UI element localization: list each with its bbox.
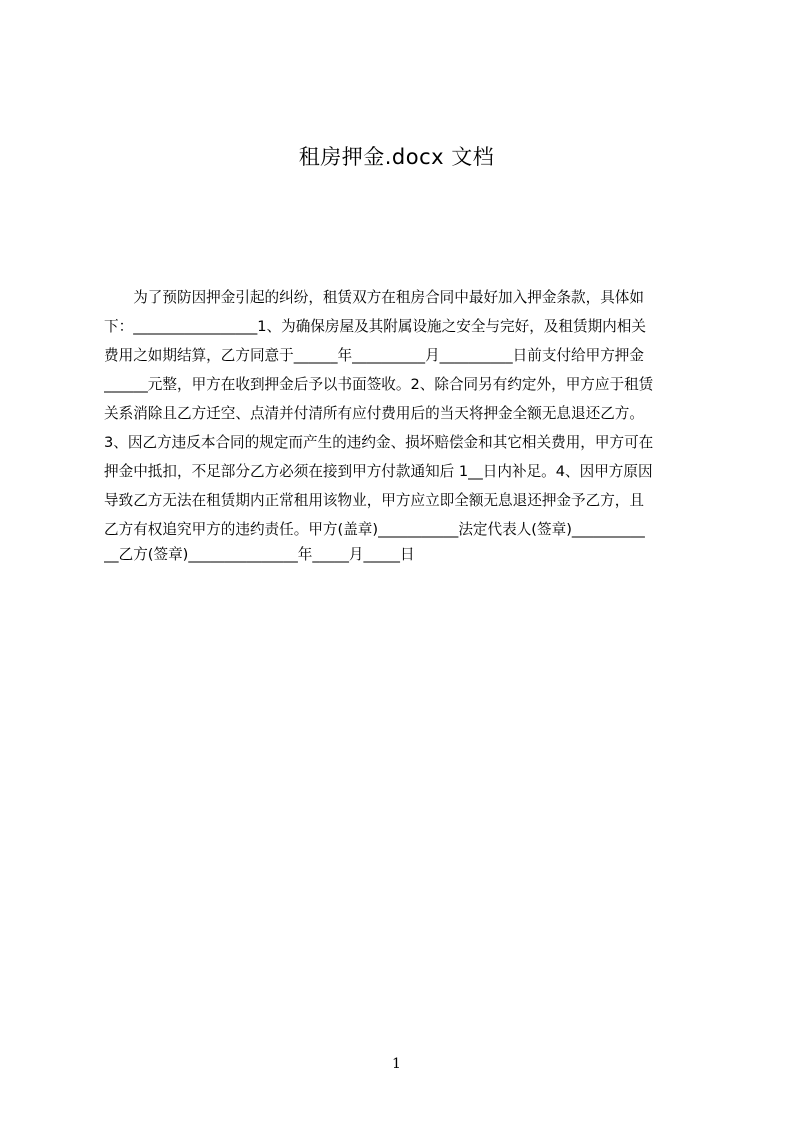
page-number: 1 <box>392 1056 401 1072</box>
body-line-9: 乙方有权追究甲方的违约责任。甲方(盖章)___________法定代表人(签章)__________ <box>104 521 645 538</box>
body-line-2: 下：_________________1、为确保房屋及其附属设施之安全与完好，及租赁期内相关 <box>104 318 646 335</box>
body-line-10: __乙方(签章)_______________年_____月_____日 <box>104 546 415 563</box>
body-line-3: 费用之如期结算，乙方同意于______年__________月__________日前支付给甲方押金 <box>104 347 644 364</box>
body-line-6: 3、因乙方违反本合同的规定而产生的违约金、损坏赔偿金和其它相关费用，甲方可在 <box>104 434 654 451</box>
document-body <box>104 287 697 567</box>
body-line-4: ______元整，甲方在收到押金后予以书面签收。2、除合同另有约定外，甲方应于租赁 <box>104 376 654 393</box>
document-title: 租房押金.docx 文档 <box>298 145 495 169</box>
body-line-1: 为了预防因押金引起的纠纷，租赁双方在租房合同中最好加入押金条款，具体如 <box>104 289 644 306</box>
body-line-5: 关系消除且乙方迁空、点清并付清所有应付费用后的当天将押金全额无息退还乙方。 <box>104 405 644 422</box>
body-line-7: 押金中抵扣，不足部分乙方必须在接到甲方付款通知后 1__日内补足。4、因甲方原因 <box>104 463 653 480</box>
body-line-8: 导致乙方无法在租赁期内正常租用该物业，甲方应立即全额无息退还押金予乙方，且 <box>104 492 644 509</box>
